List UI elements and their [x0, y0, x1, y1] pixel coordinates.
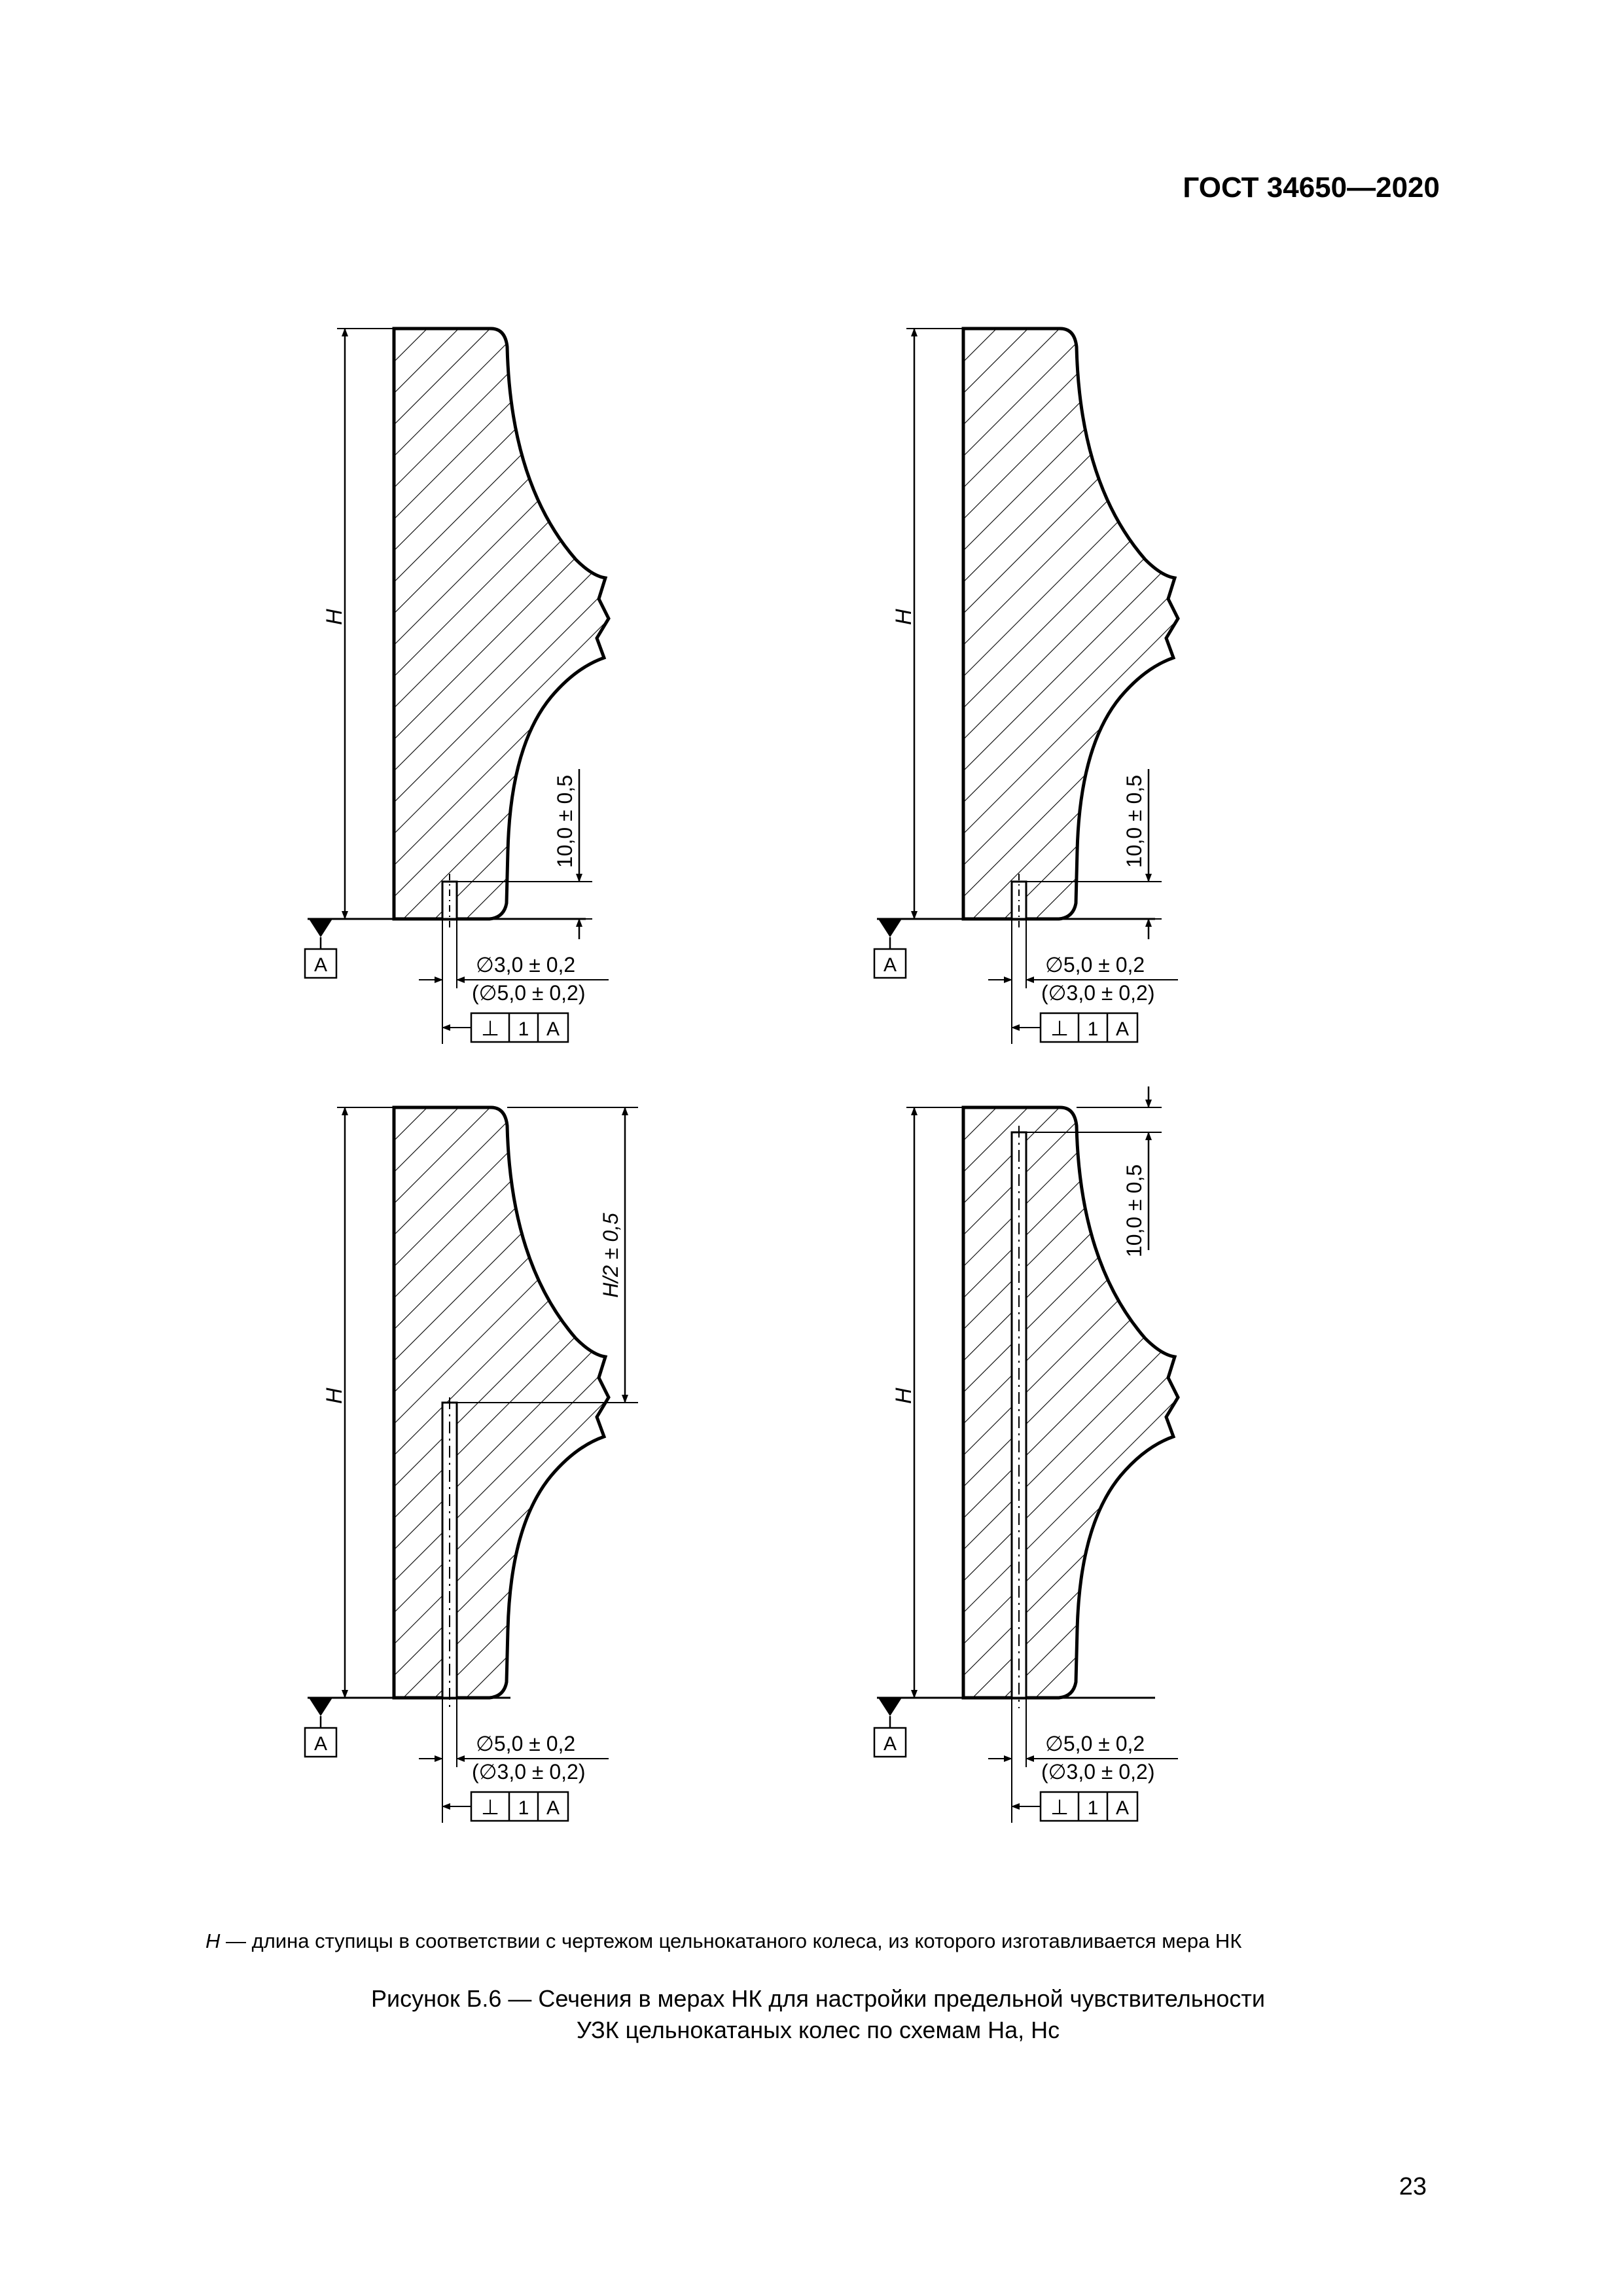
diameter-alt-label: (∅3,0 ± 0,2)	[1041, 1760, 1155, 1784]
height-label: H	[891, 609, 916, 625]
datum-label: A	[313, 954, 328, 976]
section-panel-top-left	[305, 329, 609, 1044]
section-panel-bottom-left	[305, 1107, 638, 1823]
note-symbol: H	[205, 1929, 221, 1952]
perpendicularity-symbol: ⊥	[481, 1016, 499, 1040]
page-number: 23	[1399, 2173, 1427, 2200]
tolerance-value: 1	[1087, 1018, 1099, 1040]
diameter-alt-label: (∅3,0 ± 0,2)	[1041, 981, 1155, 1005]
datum-triangle	[309, 919, 332, 937]
section-panel-bottom-right	[874, 1086, 1178, 1823]
datum-triangle	[309, 1698, 332, 1716]
datum-label: A	[313, 1733, 328, 1755]
caption-line-2: УЗК цельнокатаных колес по схемам На, Нс	[576, 2017, 1060, 2043]
datum-label: A	[883, 954, 897, 976]
datum-label: A	[883, 1733, 897, 1755]
perpendicularity-symbol: ⊥	[1050, 1795, 1069, 1819]
figure-caption	[223, 1983, 1414, 2046]
diameter-alt-label: (∅5,0 ± 0,2)	[472, 981, 586, 1005]
tolerance-value: 1	[518, 1018, 529, 1040]
tolerance-value: 1	[1087, 1797, 1099, 1819]
tolerance-value: 1	[518, 1797, 529, 1819]
datum-triangle	[878, 919, 902, 937]
tolerance-datum: A	[546, 1797, 560, 1819]
tolerance-datum: A	[546, 1018, 560, 1040]
diameter-main-label: ∅5,0 ± 0,2	[1045, 1732, 1145, 1755]
tolerance-datum: A	[1115, 1797, 1130, 1819]
height-label: H	[322, 609, 347, 625]
perpendicularity-symbol: ⊥	[1050, 1016, 1069, 1040]
depth-label: 10,0 ± 0,5	[553, 774, 577, 869]
perpendicularity-symbol: ⊥	[481, 1795, 499, 1819]
figure-note	[205, 1929, 1423, 1953]
diameter-main-label: ∅5,0 ± 0,2	[1045, 953, 1145, 977]
tolerance-datum: A	[1115, 1018, 1130, 1040]
depth-label: H/2 ± 0,5	[599, 1213, 622, 1298]
datum-triangle	[878, 1698, 902, 1716]
depth-label: 10,0 ± 0,5	[1122, 1164, 1146, 1258]
height-label: H	[322, 1388, 347, 1404]
note-text: — длина ступицы в соответствии с чертежом цельнокатаного колеса, из которого изготавливается мера НК	[220, 1929, 1242, 1952]
height-label: H	[891, 1388, 916, 1404]
section-panel-top-right	[874, 329, 1178, 1044]
diameter-main-label: ∅5,0 ± 0,2	[476, 1732, 576, 1755]
diameter-main-label: ∅3,0 ± 0,2	[476, 953, 576, 977]
caption-line-1: Рисунок Б.6 — Сечения в мерах НК для настройки предельной чувствительности	[370, 1985, 1266, 2012]
diameter-alt-label: (∅3,0 ± 0,2)	[472, 1760, 586, 1784]
document-id: ГОСТ 34650—2020	[1183, 171, 1440, 204]
depth-label: 10,0 ± 0,5	[1122, 774, 1146, 869]
